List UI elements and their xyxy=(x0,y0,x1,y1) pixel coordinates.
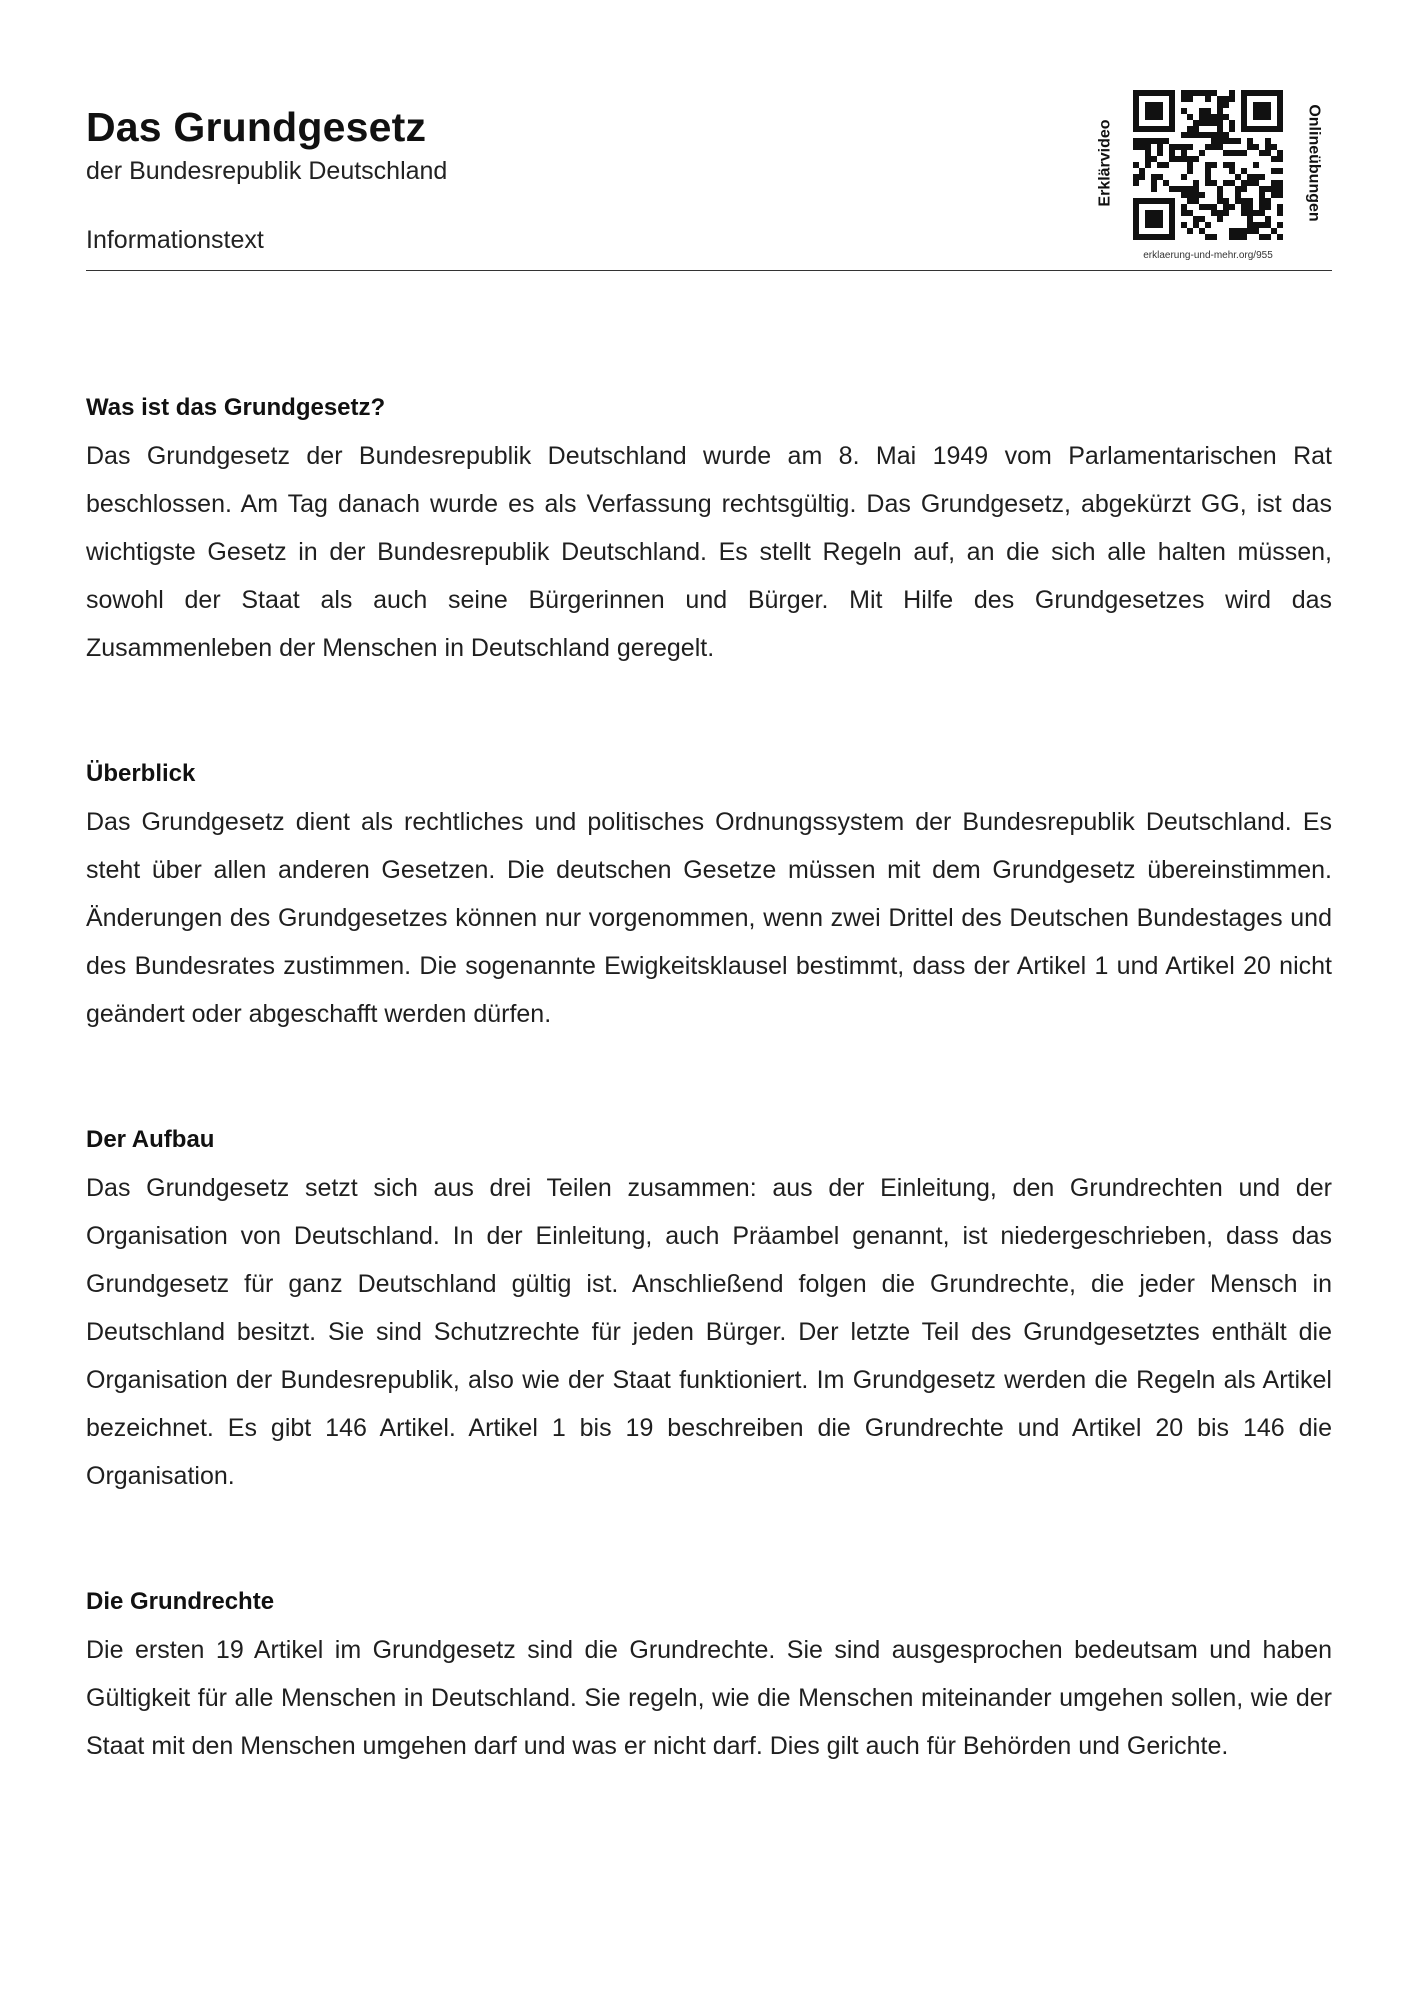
document-title: Das Grundgesetz xyxy=(86,104,427,150)
qr-url-text: erklaerung-und-mehr.org/955 xyxy=(1143,250,1273,261)
document-content xyxy=(86,384,1332,1848)
section-was-ist-das-grundgesetz xyxy=(86,384,1332,672)
section-heading: Überblick xyxy=(86,760,196,787)
section-body: Das Grundgesetz setzt sich aus drei Teilen zusammen: aus der Einleitung, den Grundrechten und der Organisation von Deutschland. In der Einleitung, auch Präambel genannt, ist niedergeschrieben, dass das Grundgesetz für ganz Deutschland gültig ist. Anschließend folgen die Grundrechte, die jeder Mensch in Deutschland besitzt. Sie sind Schutzrechte für jeden Bürger. Der letzte Teil des Grundgesetztes enthält die Organisation der Bundesrepublik, also wie der Staat funktioniert. Im Grundgesetz werden die Regeln als Artikel bezeichnet. Es gibt 146 Artikel. Artikel 1 bis 19 beschreiben die Grundrechte und Artikel 20 bis 146 die Organisation. xyxy=(86,1174,1332,1490)
section-body: Das Grundgesetz dient als rechtliches und politisches Ordnungssystem der Bundesrepublik Deutschland. Es steht über allen anderen Gesetzen. Die deutschen Gesetze müssen mit dem Grundgesetz übereinstimmen. Änderungen des Grundgesetzes können nur vorgenommen, wenn zwei Drittel des Deutschen Bundestages und des Bundesrates zustimmen. Die sogenannte Ewigkeitsklausel bestimmt, dass der Artikel 1 und Artikel 20 nicht geändert oder abgeschafft werden dürfen. xyxy=(86,808,1332,1028)
qr-label-right-text: Onlineübungen xyxy=(1306,104,1324,222)
qr-label-explainer-video xyxy=(1088,88,1124,238)
section-ueberblick xyxy=(86,750,1332,1038)
qr-code-icon[interactable] xyxy=(1133,90,1283,240)
section-die-grundrechte xyxy=(86,1578,1332,1770)
document-subtitle: der Bundesrepublik Deutschland xyxy=(86,157,448,185)
header-divider xyxy=(86,270,1332,271)
qr-label-online-exercises xyxy=(1296,88,1332,238)
document-type-label: Informationstext xyxy=(86,226,264,254)
section-heading: Die Grundrechte xyxy=(86,1588,275,1615)
section-der-aufbau xyxy=(86,1116,1332,1500)
section-body: Das Grundgesetz der Bundesrepublik Deutschland wurde am 8. Mai 1949 vom Parlamentarischen Rat beschlossen. Am Tag danach wurde es als Verfassung rechtsgültig. Das Grundgesetz, abgekürzt GG, ist das wichtigste Gesetz in der Bundesrepublik Deutschland. Es stellt Regeln auf, an die sich alle halten müssen, sowohl der Staat als auch seine Bürgerinnen und Bürger. Mit Hilfe des Grundgesetzes wird das Zusammenleben der Menschen in Deutschland geregelt. xyxy=(86,442,1332,662)
section-heading: Was ist das Grundgesetz? xyxy=(86,394,386,421)
section-heading: Der Aufbau xyxy=(86,1126,215,1153)
qr-code-block xyxy=(1088,88,1332,268)
qr-label-left-text: Erklärvideo xyxy=(1097,119,1114,207)
section-body: Die ersten 19 Artikel im Grundgesetz sind die Grundrechte. Sie sind ausgesprochen bedeutsam und haben Gültigkeit für alle Menschen in Deutschland. Sie regeln, wie die Menschen miteinander umgehen sollen, wie der Staat mit den Menschen umgehen darf und was er nicht darf. Dies gilt auch für Behörden und Gerichte. xyxy=(86,1636,1332,1760)
